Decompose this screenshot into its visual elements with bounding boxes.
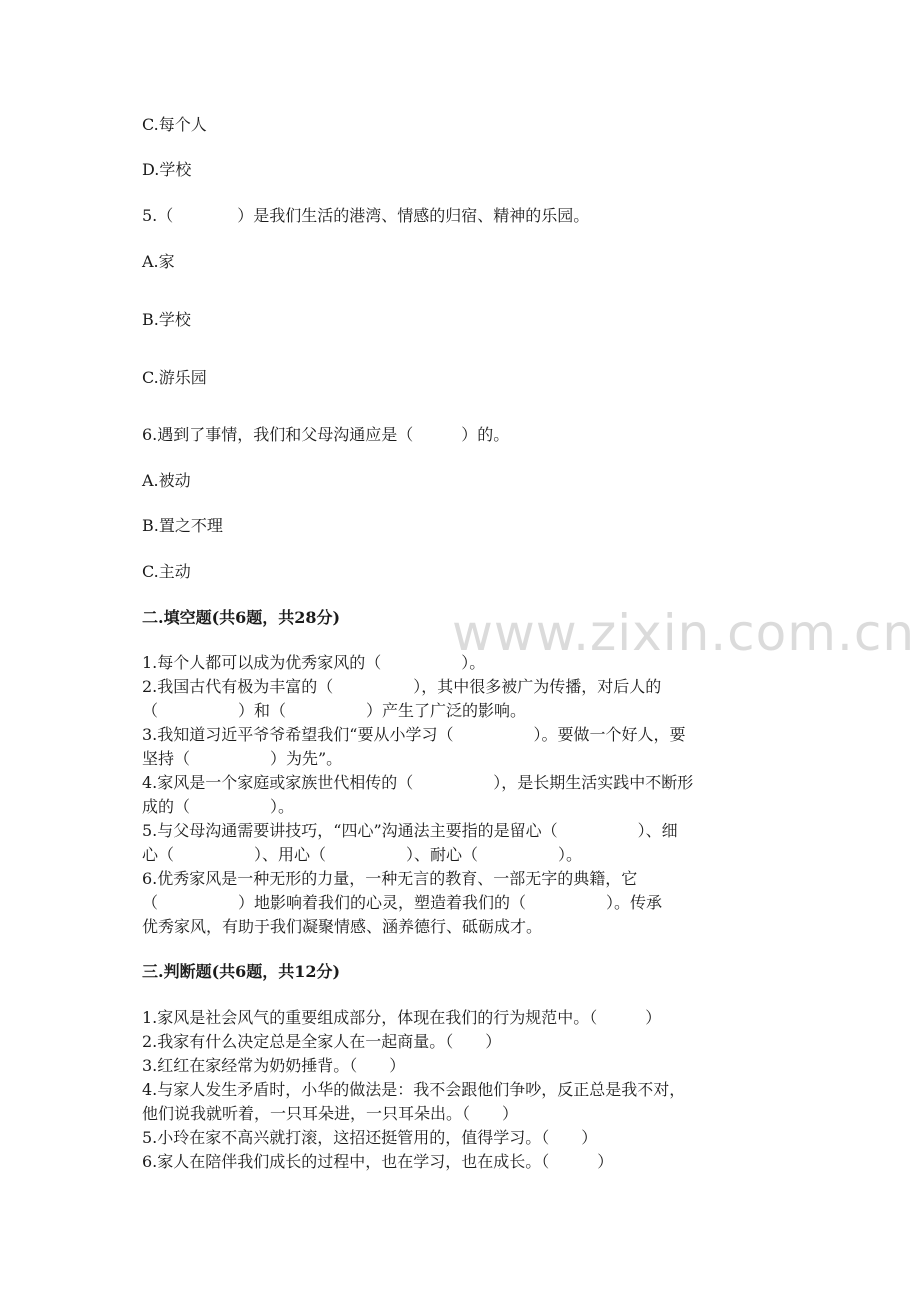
- judge-line: 3.红红在家经常为奶奶捶背。（ ）: [142, 1056, 406, 1075]
- fill-line: 成的（ ）。: [142, 797, 295, 816]
- question-5-option-b: B.学校: [142, 310, 191, 329]
- question-5-stem: 5.（ ）是我们生活的港湾、情感的归宿、精神的乐园。: [142, 206, 590, 225]
- option-d: D.学校: [142, 160, 192, 179]
- question-5-option-a: A.家: [142, 252, 175, 271]
- fill-line: 1.每个人都可以成为优秀家风的（ ）。: [142, 653, 486, 672]
- fill-line: 心（ ）、用心（ ）、耐心（ ）。: [142, 845, 583, 864]
- fill-line: （ ）和（ ）产生了广泛的影响。: [142, 701, 527, 720]
- judge-line: 1.家风是社会风气的重要组成部分，体现在我们的行为规范中。（ ）: [142, 1008, 662, 1027]
- judge-line: 6.家人在陪伴我们成长的过程中，也在学习，也在成长。（ ）: [142, 1152, 614, 1171]
- section-3-heading: 三.判断题(共6题，共12分): [142, 962, 341, 981]
- judge-line: 他们说我就听着，一只耳朵进，一只耳朵出。（ ）: [142, 1104, 519, 1123]
- question-6-option-a: A.被动: [142, 471, 191, 490]
- section-2-heading: 二.填空题(共6题，共28分): [142, 608, 341, 627]
- fill-line: （ ）地影响着我们的心灵，塑造着我们的（ ）。传承: [142, 893, 663, 912]
- option-c: C.每个人: [142, 115, 207, 134]
- fill-line: 4.家风是一个家庭或家族世代相传的（ ），是长期生活实践中不断形: [142, 773, 694, 792]
- watermark: www.zixin.com.cn: [452, 604, 916, 662]
- fill-line: 6.优秀家风是一种无形的力量，一种无言的教育、一部无字的典籍，它: [142, 869, 638, 888]
- question-6-stem: 6.遇到了事情，我们和父母沟通应是（ ）的。: [142, 425, 510, 444]
- judge-line: 5.小玲在家不高兴就打滚，这招还挺管用的，值得学习。（ ）: [142, 1128, 598, 1147]
- question-5-option-c: C.游乐园: [142, 368, 207, 387]
- question-6-option-c: C.主动: [142, 562, 191, 581]
- judge-line: 2.我家有什么决定总是全家人在一起商量。（ ）: [142, 1032, 502, 1051]
- fill-line: 2.我国古代有极为丰富的（ ），其中很多被广为传播，对后人的: [142, 677, 662, 696]
- question-6-option-b: B.置之不理: [142, 516, 223, 535]
- judge-line: 4.与家人发生矛盾时，小华的做法是：我不会跟他们争吵，反正总是我不对，: [142, 1080, 686, 1099]
- fill-line: 3.我知道习近平爷爷希望我们“要从小学习（ ）。要做一个好人，要: [142, 725, 686, 744]
- fill-line: 优秀家风，有助于我们凝聚情感、涵养德行、砥砺成才。: [142, 917, 543, 936]
- fill-line: 5.与父母沟通需要讲技巧，“四心”沟通法主要指的是留心（ ）、细: [142, 821, 678, 840]
- fill-line: 坚持（ ）为先”。: [142, 749, 343, 768]
